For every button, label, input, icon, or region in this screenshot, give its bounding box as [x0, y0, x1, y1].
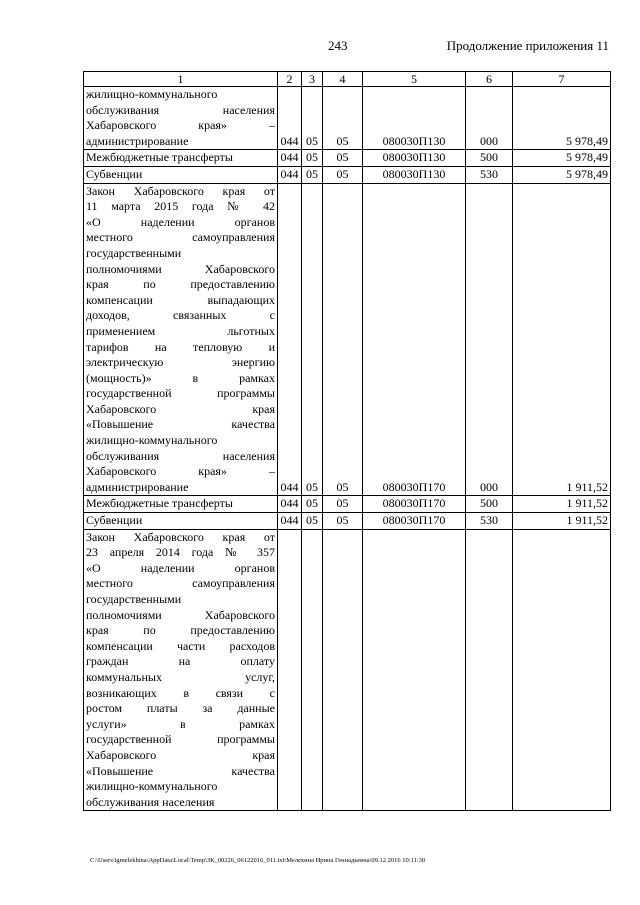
ministry-code: 044: [278, 87, 302, 150]
description-line: электрическую энергию: [86, 355, 275, 370]
description-line: Субвенции: [86, 166, 143, 181]
description-line: (мощность)» в рамках: [86, 370, 275, 385]
description-line: коммунальных услуг,: [86, 669, 275, 684]
row-description: [84, 166, 278, 183]
page-number: 243: [328, 38, 348, 53]
section-code: 05: [302, 513, 323, 530]
amount: 5 978,49: [513, 87, 611, 150]
description-line: государственными: [86, 592, 182, 606]
description-line: 23 апреля 2014 года № 357: [86, 545, 275, 560]
subsection-code: 05: [323, 513, 363, 530]
subsection-code: 05: [323, 87, 363, 150]
ministry-code: [278, 529, 302, 811]
target-item-code: 080030П170: [363, 513, 466, 530]
expense-type-code: 500: [466, 150, 513, 167]
description-line: местного самоуправления: [86, 230, 275, 245]
target-item-code: [363, 529, 466, 811]
file-path-footer: C:\Users\igmelekhina\AppData\Local\Temp\ЗК_00226_06122016_011.txt\Мелехина Ирина Геннадьевна\09.12.2016 10:11:30: [90, 857, 426, 864]
table-row: [84, 529, 611, 811]
row-description: [84, 87, 278, 150]
section-code: 05: [302, 166, 323, 183]
amount: [513, 529, 611, 811]
description-line: обслуживания населения: [86, 448, 275, 463]
column-header: 3: [302, 72, 323, 87]
table-header-row: [84, 72, 611, 87]
description-line: граждан на оплату: [86, 654, 275, 669]
description-line: услуги» в рамках: [86, 716, 275, 731]
table-row: [84, 87, 611, 150]
row-description: [84, 183, 278, 496]
continuation-label: Продолжение приложения 11: [446, 38, 609, 53]
description-line: государственной программы: [86, 732, 275, 747]
description-line: Межбюджетные трансферты: [86, 496, 233, 511]
description-line: «О наделении органов: [86, 214, 275, 229]
ministry-code: 044: [278, 496, 302, 513]
ministry-code: 044: [278, 150, 302, 167]
expense-type-code: 000: [466, 183, 513, 496]
description-line: администрирование: [86, 479, 189, 494]
description-line: края по предоставлению: [86, 277, 275, 292]
description-line: Хабаровского края: [86, 401, 275, 416]
expense-type-code: 530: [466, 513, 513, 530]
description-line: Закон Хабаровского края от: [86, 529, 275, 544]
expense-type-code: 500: [466, 496, 513, 513]
description-line: полномочиями Хабаровского: [86, 607, 275, 622]
description-line: государственными: [86, 245, 182, 260]
description-line: жилищно-коммунального: [86, 433, 218, 448]
column-header: 1: [84, 72, 278, 87]
description-line: жилищно-коммунального: [86, 87, 218, 101]
subsection-code: 05: [323, 183, 363, 496]
description-line: Хабаровского края» –: [86, 118, 275, 133]
column-header: 2: [278, 72, 302, 87]
description-line: компенсации части расходов: [86, 638, 275, 653]
description-line: «Повышение качества: [86, 763, 275, 778]
section-code: 05: [302, 150, 323, 167]
amount: 1 911,52: [513, 183, 611, 496]
column-header: 6: [466, 72, 513, 87]
target-item-code: 080030П130: [363, 166, 466, 183]
description-line: жилищно-коммунального: [86, 779, 218, 794]
description-line: ростом платы за данные: [86, 701, 275, 716]
description-line: «О наделении органов: [86, 560, 275, 575]
target-item-code: 080030П130: [363, 87, 466, 150]
amount: 1 911,52: [513, 513, 611, 530]
subsection-code: 05: [323, 166, 363, 183]
target-item-code: 080030П130: [363, 150, 466, 167]
description-line: государственной программы: [86, 386, 275, 401]
description-line: Хабаровского края» –: [86, 464, 275, 479]
amount: 1 911,52: [513, 496, 611, 513]
description-line: обслуживания населения: [86, 794, 215, 809]
column-header: 4: [323, 72, 363, 87]
subsection-code: [323, 529, 363, 811]
description-line: компенсации выпадающих: [86, 292, 275, 307]
amount: 5 978,49: [513, 150, 611, 167]
section-code: 05: [302, 87, 323, 150]
ministry-code: 044: [278, 513, 302, 530]
table-row: [84, 183, 611, 496]
budget-table: [83, 71, 611, 811]
table-row: [84, 513, 611, 530]
description-line: доходов, связанных с: [86, 308, 275, 323]
section-code: 05: [302, 183, 323, 496]
column-header: 7: [513, 72, 611, 87]
description-line: края по предоставлению: [86, 623, 275, 638]
subsection-code: 05: [323, 150, 363, 167]
description-line: администрирование: [86, 133, 189, 148]
row-description: [84, 513, 278, 530]
description-line: 11 марта 2015 года № 42: [86, 199, 275, 214]
table-row: [84, 166, 611, 183]
table-row: [84, 496, 611, 513]
column-header: 5: [363, 72, 466, 87]
description-line: Закон Хабаровского края от: [86, 183, 275, 198]
description-line: тарифов на тепловую и: [86, 339, 275, 354]
row-description: [84, 496, 278, 513]
description-line: обслуживания населения: [86, 102, 275, 117]
row-description: [84, 150, 278, 167]
description-line: полномочиями Хабаровского: [86, 261, 275, 276]
section-code: 05: [302, 496, 323, 513]
description-line: «Повышение качества: [86, 417, 275, 432]
description-line: Межбюджетные трансферты: [86, 150, 233, 165]
expense-type-code: 000: [466, 87, 513, 150]
description-line: возникающих в связи с: [86, 685, 275, 700]
row-description: [84, 529, 278, 811]
table-row: [84, 150, 611, 167]
description-line: местного самоуправления: [86, 576, 275, 591]
target-item-code: 080030П170: [363, 496, 466, 513]
expense-type-code: [466, 529, 513, 811]
amount: 5 978,49: [513, 166, 611, 183]
description-line: применением льготных: [86, 323, 275, 338]
description-line: Субвенции: [86, 513, 143, 528]
description-line: Хабаровского края: [86, 747, 275, 762]
section-code: [302, 529, 323, 811]
target-item-code: 080030П170: [363, 183, 466, 496]
ministry-code: 044: [278, 183, 302, 496]
subsection-code: 05: [323, 496, 363, 513]
expense-type-code: 530: [466, 166, 513, 183]
ministry-code: 044: [278, 166, 302, 183]
